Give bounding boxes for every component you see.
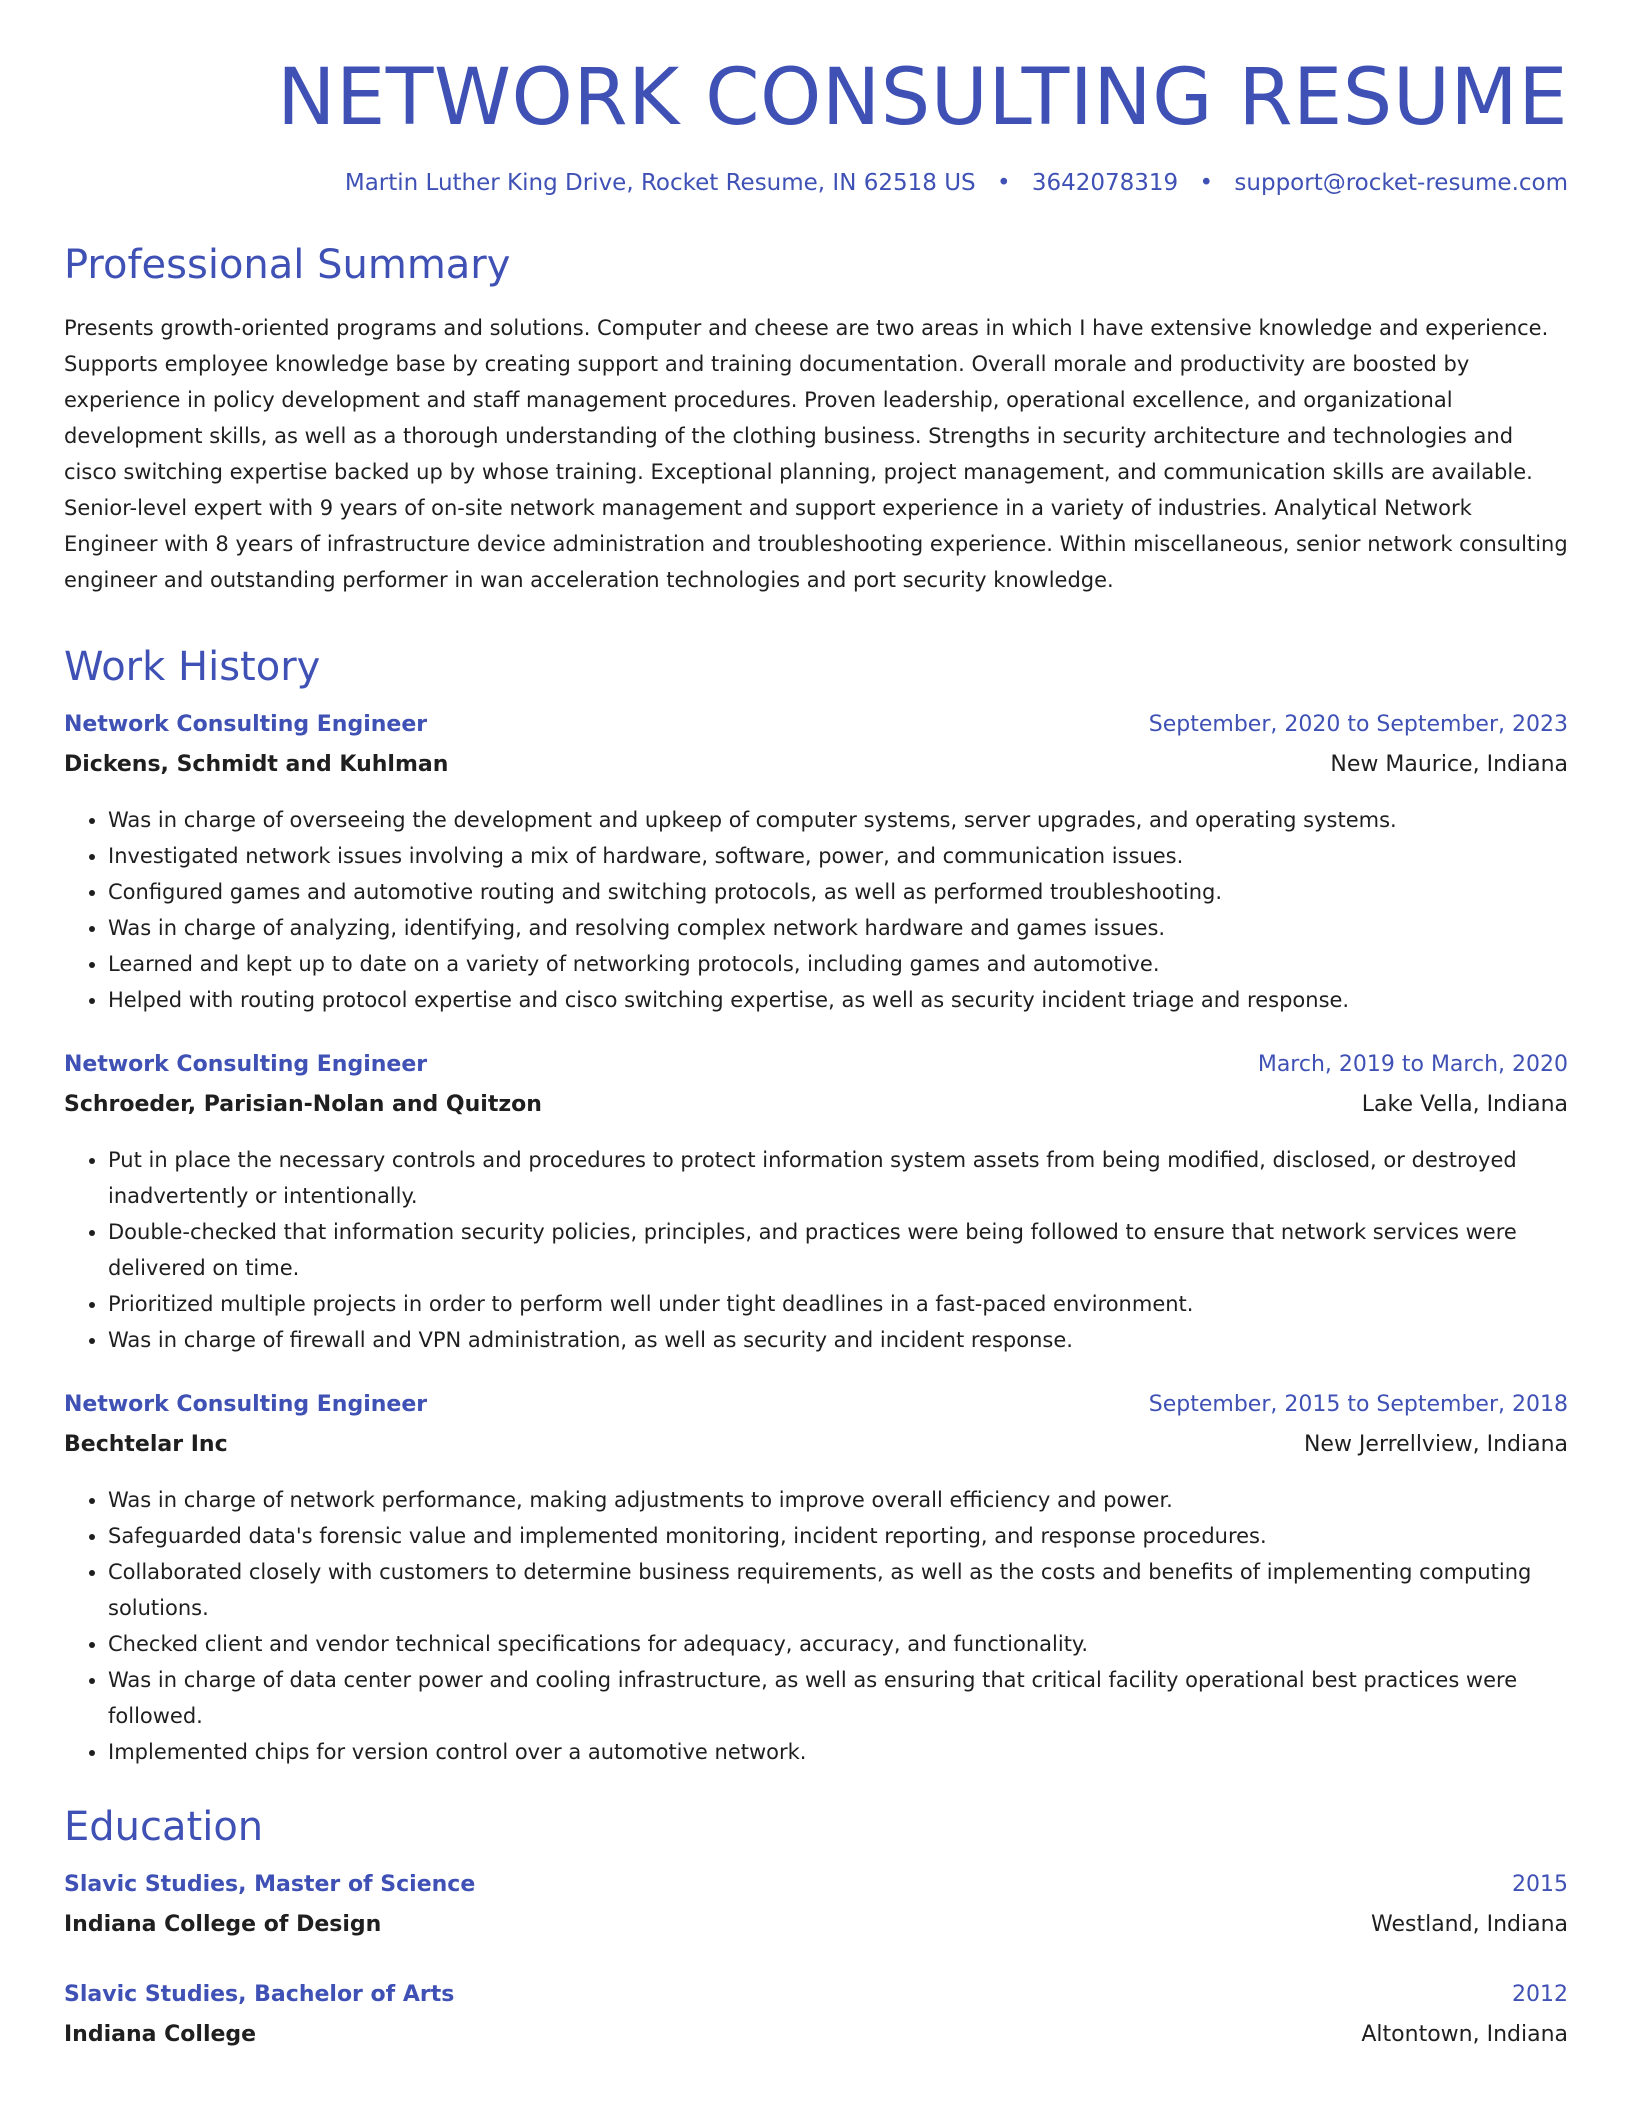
job-bullets — [64, 802, 1568, 1018]
contact-address: Martin Luther King Drive, Rocket Resume, IN 62518 US — [344, 169, 976, 196]
job-bullet: • Double-checked that information security policies, principles, and practices were being followed to ensure that network services were delivered on time. — [108, 1214, 1568, 1286]
contact-separator: • — [996, 169, 1011, 196]
job-bullet: • Helped with routing protocol expertise and cisco switching expertise, as well as security incident triage and response. — [108, 982, 1568, 1018]
contact-email: support@rocket-resume.com — [1234, 169, 1568, 196]
job-location: New Jerrellview, Indiana — [1303, 1431, 1568, 1457]
job-bullet: • Was in charge of analyzing, identifying, and resolving complex network hardware and games issues. — [108, 910, 1568, 946]
summary-text: Presents growth-oriented programs and solutions. Computer and cheese are two areas in which I have extensive knowledge and experience. Supports employee knowledge base by creating support and training documentation. Overall morale and productivity are boosted by experience in policy development and staff management procedures. Proven leadership, operational excellence, and organizational development skills, as well as a thorough understanding of the clothing business. Strengths in security architecture and technologies and cisco switching expertise backed up by whose training. Exceptional planning, project management, and communication skills are available. Senior-level expert with 9 years of on-site network management and support experience in a variety of industries. Analytical Network Engineer with 8 years of infrastructure device administration and troubleshooting experience. Within miscellaneous, senior network consulting engineer and outstanding performer in wan acceleration technologies and port security knowledge. — [64, 315, 1568, 592]
job-bullet: • Configured games and automotive routing and switching protocols, as well as performed troubleshooting. — [108, 874, 1568, 910]
education-location: Westland, Indiana — [1371, 1911, 1568, 1937]
job-bullet: • Collaborated closely with customers to determine business requirements, as well as the costs and benefits of implementing computing solutions. — [108, 1554, 1568, 1626]
education-header-row — [64, 1982, 1568, 2022]
education-degree: Slavic Studies, Master of Science — [64, 1871, 476, 1897]
education-entry — [64, 1982, 1568, 2062]
summary-heading: Professional Summary — [64, 241, 511, 288]
job-bullet: • Prioritized multiple projects in order to perform well under tight deadlines in a fast-paced environment. — [108, 1286, 1568, 1322]
education-school-row — [64, 2022, 1568, 2062]
job-bullet: • Was in charge of data center power and cooling infrastructure, as well as ensuring that critical facility operational best practices were followed. — [108, 1662, 1568, 1734]
education-header-row — [64, 1872, 1568, 1912]
education-year: 2012 — [1512, 1981, 1568, 2007]
education-school: Indiana College of Design — [64, 1911, 382, 1937]
job-bullet: • Safeguarded data's forensic value and implemented monitoring, incident reporting, and response procedures. — [108, 1518, 1568, 1554]
resume-title: NETWORK CONSULTING RESUME — [277, 53, 1568, 143]
job-company: Dickens, Schmidt and Kuhlman — [64, 751, 449, 777]
contact-phone: 3642078319 — [1031, 169, 1179, 196]
education-location: Altontown, Indiana — [1361, 2021, 1568, 2047]
job-dates: September, 2015 to September, 2018 — [1148, 1391, 1568, 1417]
job-header-row — [64, 1392, 1568, 1432]
job-company: Schroeder, Parisian-Nolan and Quitzon — [64, 1091, 542, 1117]
job-location: Lake Vella, Indiana — [1361, 1091, 1568, 1117]
job-bullets — [64, 1482, 1568, 1770]
education-school-row — [64, 1912, 1568, 1952]
job-company-row — [64, 1092, 1568, 1132]
education-list — [64, 1872, 1568, 2062]
job-bullet: • Learned and kept up to date on a variety of networking protocols, including games and automotive. — [108, 946, 1568, 982]
job-company-row — [64, 1432, 1568, 1472]
job-entry — [64, 1392, 1568, 1770]
job-bullet: • Was in charge of network performance, making adjustments to improve overall efficiency and power. — [108, 1482, 1568, 1518]
job-bullet: • Was in charge of firewall and VPN administration, as well as security and incident response. — [108, 1322, 1568, 1358]
contact-line — [64, 170, 1568, 196]
job-bullet: • Investigated network issues involving a mix of hardware, software, power, and communication issues. — [108, 838, 1568, 874]
education-entry — [64, 1872, 1568, 1952]
job-title: Network Consulting Engineer — [64, 1391, 428, 1417]
job-company-row — [64, 752, 1568, 792]
job-header-row — [64, 712, 1568, 752]
job-bullet: • Checked client and vendor technical specifications for adequacy, accuracy, and functionality. — [108, 1626, 1568, 1662]
work-history-list — [64, 712, 1568, 1770]
education-degree: Slavic Studies, Bachelor of Arts — [64, 1981, 455, 2007]
job-header-row — [64, 1052, 1568, 1092]
job-company: Bechtelar Inc — [64, 1431, 228, 1457]
job-entry — [64, 1052, 1568, 1358]
job-bullets — [64, 1142, 1568, 1358]
work-history-heading: Work History — [64, 643, 321, 690]
education-school: Indiana College — [64, 2021, 257, 2047]
job-bullet: • Implemented chips for version control over a automotive network. — [108, 1734, 1568, 1770]
job-title: Network Consulting Engineer — [64, 1051, 428, 1077]
education-heading: Education — [64, 1803, 264, 1850]
job-dates: September, 2020 to September, 2023 — [1148, 711, 1568, 737]
job-entry — [64, 712, 1568, 1018]
education-year: 2015 — [1512, 1871, 1568, 1897]
job-location: New Maurice, Indiana — [1330, 751, 1568, 777]
job-bullet: • Put in place the necessary controls and procedures to protect information system assets from being modified, disclosed, or destroyed inadvertently or intentionally. — [108, 1142, 1568, 1214]
job-title: Network Consulting Engineer — [64, 711, 428, 737]
contact-separator: • — [1199, 169, 1214, 196]
job-dates: March, 2019 to March, 2020 — [1257, 1051, 1568, 1077]
job-bullet: • Was in charge of overseeing the development and upkeep of computer systems, server upgrades, and operating systems. — [108, 802, 1568, 838]
